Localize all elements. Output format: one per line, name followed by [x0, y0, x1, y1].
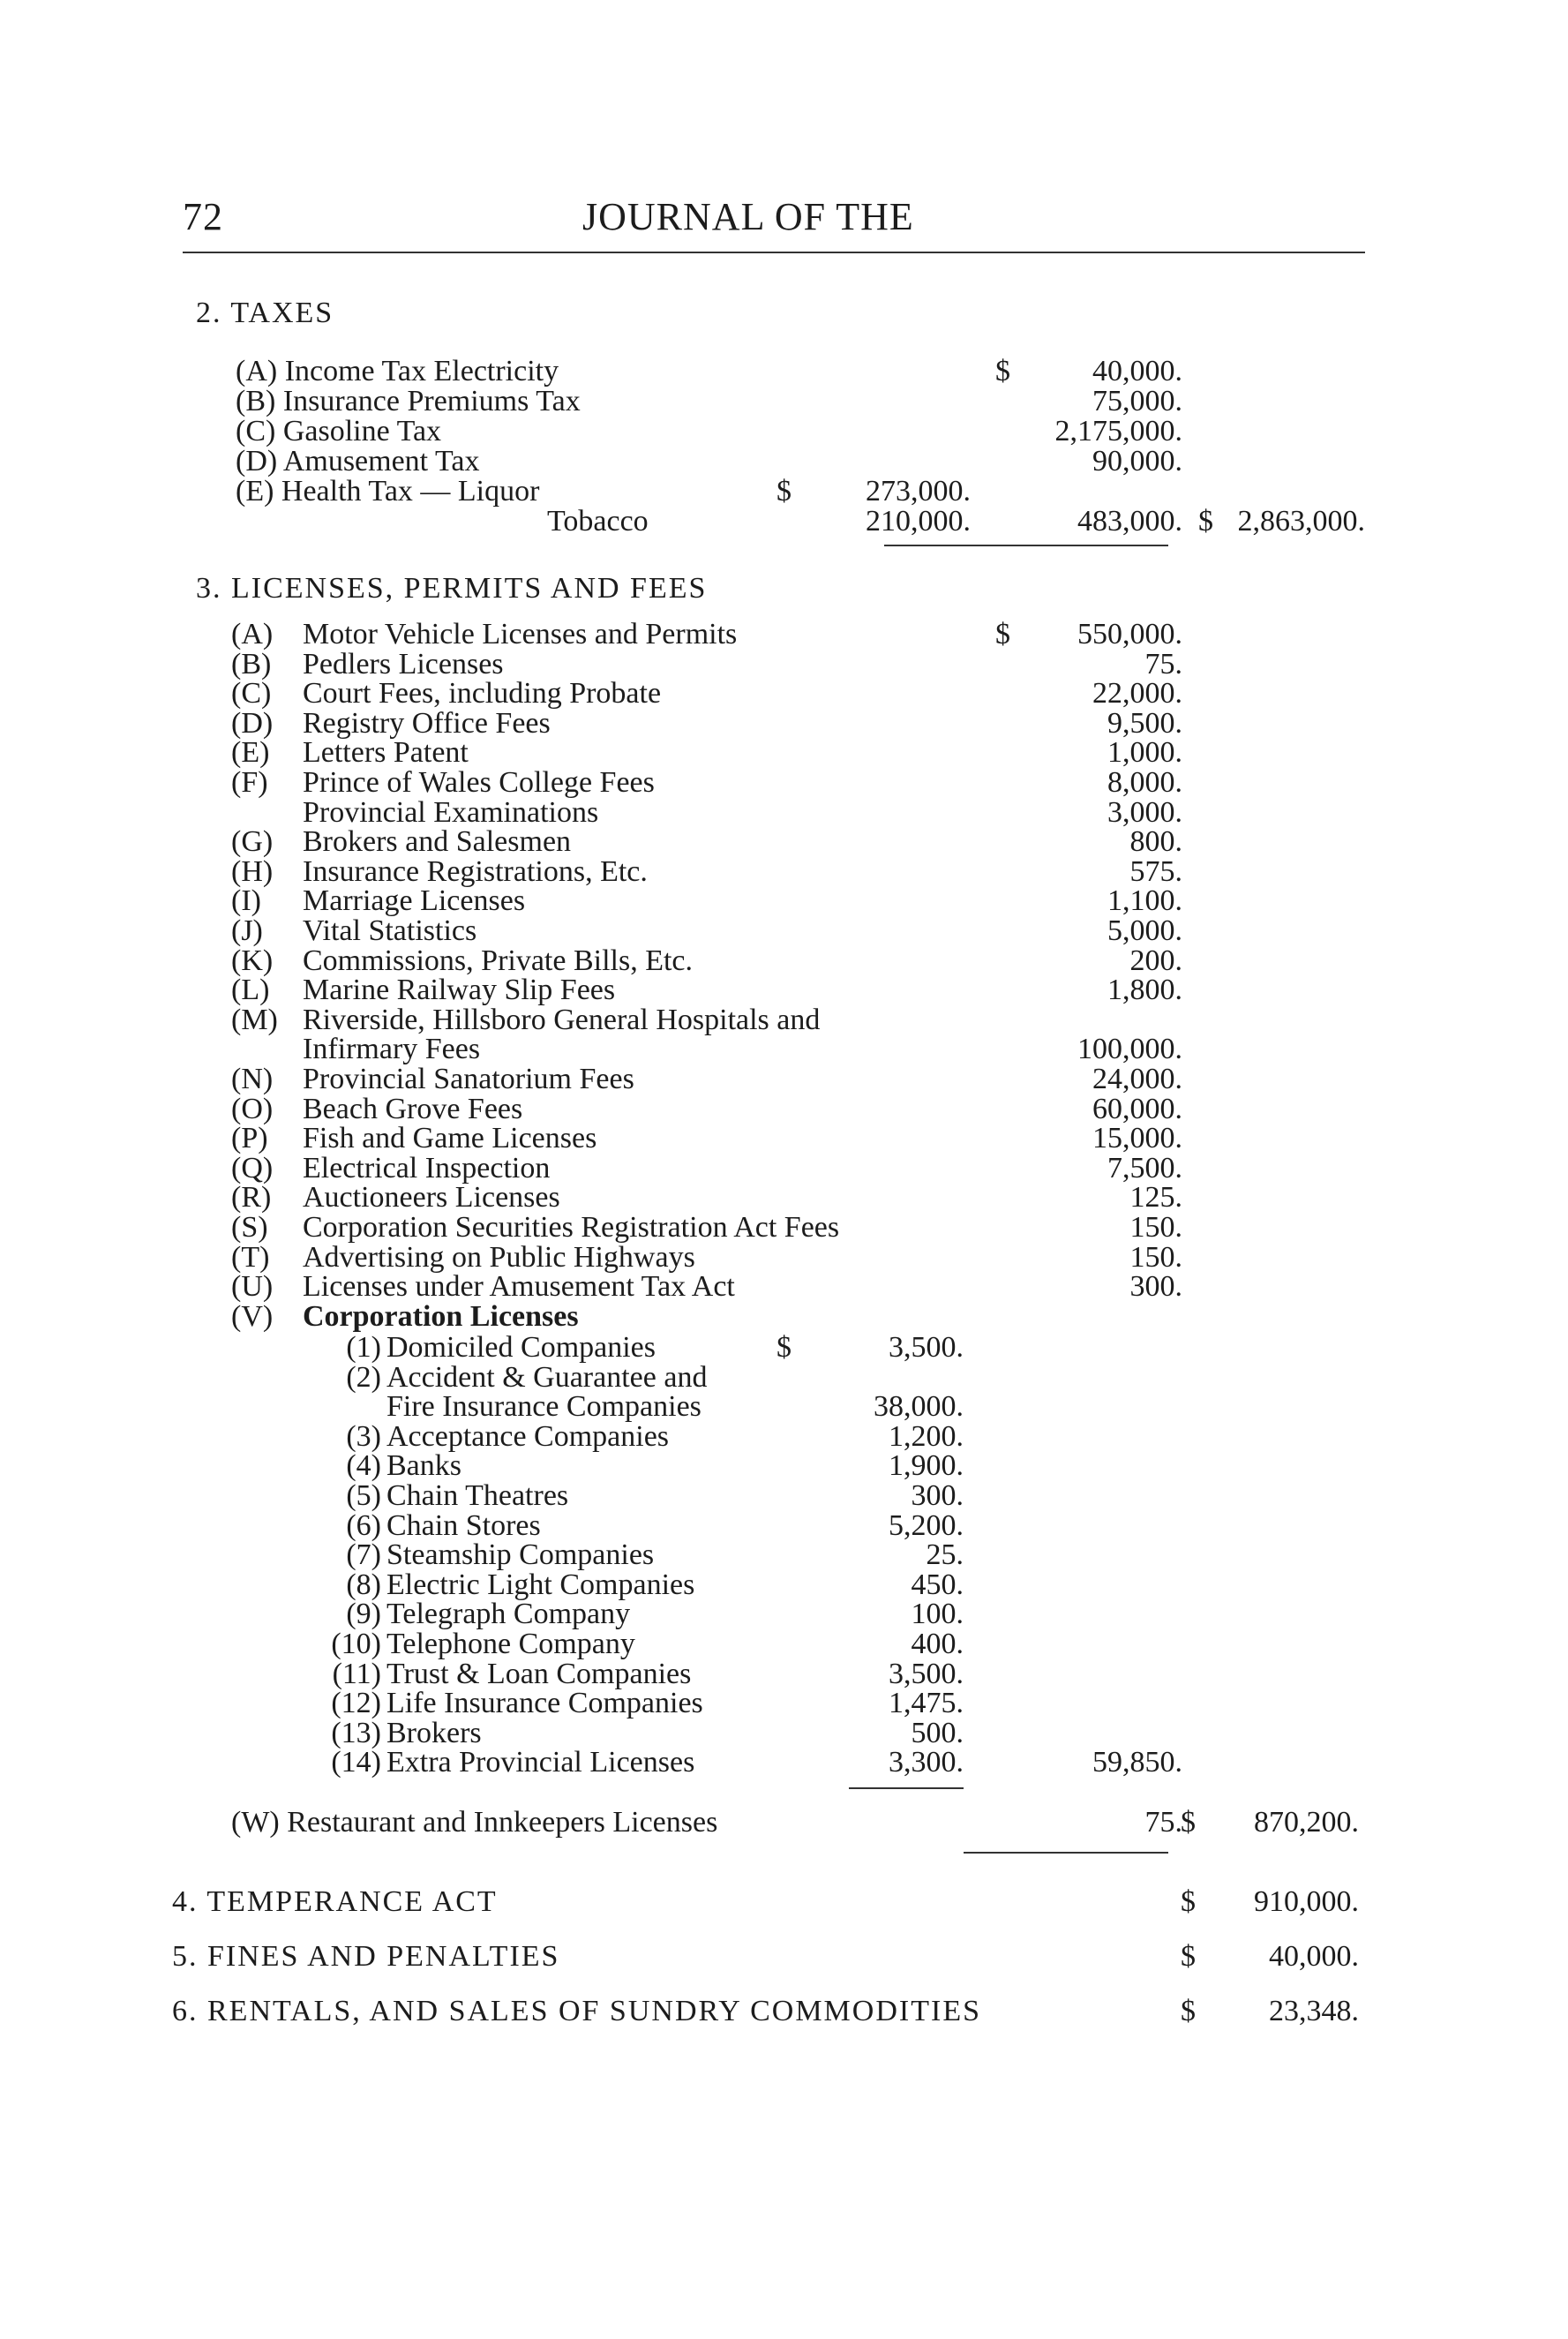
taxes-total: 2,863,000. — [1237, 505, 1365, 538]
corporation-item-label: Telegraph Company — [386, 1598, 631, 1631]
license-item-label: Riverside, Hillsboro General Hospitals and — [303, 1003, 821, 1036]
license-item-amount: 7,500. — [1107, 1151, 1182, 1185]
license-item-amount: 575. — [1129, 854, 1182, 888]
license-item-amount: 9,500. — [1107, 706, 1182, 740]
section-amount: 40,000. — [1269, 1940, 1359, 1973]
license-letter: (N) — [231, 1063, 274, 1095]
license-letter: (A) — [231, 618, 274, 651]
license-item-label: Registry Office Fees — [303, 706, 551, 740]
section-heading: 5. FINES AND PENALTIES — [172, 1940, 560, 1973]
tax-item-label: (A) Income Tax Electricity — [236, 355, 559, 387]
license-item-label: Fish and Game Licenses — [303, 1122, 597, 1155]
corporation-item-label: Steamship Companies — [386, 1538, 655, 1572]
corporation-item-amount: 400. — [911, 1628, 964, 1660]
license-item-label: Pedlers Licenses — [303, 647, 504, 681]
license-item-amount: 300. — [1129, 1270, 1182, 1304]
health-tobacco-amount: 210,000. — [866, 505, 971, 538]
license-item-amount: 800. — [1129, 825, 1182, 859]
corporation-total: 59,850. — [1092, 1746, 1182, 1779]
license-item-amount: 150. — [1129, 1240, 1182, 1274]
section-heading: 4. TEMPERANCE ACT — [172, 1885, 498, 1918]
corporation-item-amount: 38,000. — [874, 1390, 964, 1424]
corporation-item-label: Extra Provincial Licenses — [386, 1746, 695, 1779]
license-letter: (C) — [231, 677, 272, 711]
section-heading: 6. RENTALS, AND SALES OF SUNDRY COMMODITIES — [172, 1995, 981, 2027]
corporation-item-amount: 3,300. — [889, 1746, 964, 1779]
license-letter: (L) — [231, 974, 270, 1007]
corporation-num: (2) — [346, 1360, 381, 1394]
license-letter: (F) — [231, 766, 268, 799]
corporation-num: (9) — [346, 1598, 381, 1631]
corporation-item-label: Brokers — [386, 1716, 482, 1749]
license-letter: (E) — [231, 736, 270, 770]
tax-item-label: (B) Insurance Premiums Tax — [236, 385, 581, 417]
license-item-label: Motor Vehicle Licenses and Permits — [303, 618, 738, 651]
licenses-heading: 3. LICENSES, PERMITS AND FEES — [196, 572, 708, 605]
license-item-label: Corporation Licenses — [303, 1299, 579, 1333]
corporation-num: (10) — [331, 1628, 381, 1660]
corporation-item-label: Electric Light Companies — [386, 1568, 695, 1601]
health-tax-label: (E) Health Tax — Liquor — [236, 475, 540, 508]
corporation-item-amount: 450. — [911, 1568, 964, 1601]
page-number: 72 — [183, 195, 223, 238]
corporation-item-amount: 1,900. — [889, 1449, 964, 1483]
license-item-amount: 8,000. — [1107, 766, 1182, 799]
license-letter: (I) — [231, 884, 261, 918]
corporation-num: (12) — [331, 1687, 381, 1720]
corporation-item-label: Telephone Company — [386, 1628, 635, 1660]
corporation-num: (3) — [346, 1419, 381, 1453]
taxes-heading: 2. TAXES — [196, 297, 334, 329]
license-letter: (R) — [231, 1181, 272, 1215]
license-item-label: Infirmary Fees — [303, 1033, 481, 1066]
corporation-item-amount: 25. — [926, 1538, 964, 1572]
license-item-label: Prince of Wales College Fees — [303, 766, 655, 799]
license-item-amount: 15,000. — [1092, 1122, 1182, 1155]
license-item-label: Advertising on Public Highways — [303, 1240, 695, 1274]
licenses-first-dollar: $ — [995, 618, 1010, 651]
license-item-amount: 550,000. — [1077, 618, 1182, 651]
section-amount: 910,000. — [1254, 1885, 1359, 1918]
header-rule — [183, 252, 1365, 253]
license-item-label: Electrical Inspection — [303, 1151, 551, 1185]
license-letter: (Q) — [231, 1151, 274, 1185]
license-item-label: Corporation Securities Registration Act Fees — [303, 1211, 840, 1244]
corporation-num: (13) — [331, 1716, 381, 1749]
corporation-num: (4) — [346, 1449, 381, 1483]
restaurant-licenses-amount: 75. — [1144, 1806, 1182, 1839]
license-letter: (K) — [231, 944, 274, 977]
corporation-item-label: Banks — [386, 1449, 461, 1483]
corporation-item-label: Life Insurance Companies — [386, 1687, 703, 1720]
licenses-total: 870,200. — [1254, 1806, 1359, 1839]
corporation-item-label: Acceptance Companies — [386, 1419, 670, 1453]
license-item-label: Vital Statistics — [303, 914, 477, 947]
section-dollar: $ — [1181, 1885, 1196, 1918]
corporation-dollar: $ — [776, 1331, 792, 1364]
license-item-amount: 60,000. — [1092, 1092, 1182, 1125]
section-amount: 23,348. — [1269, 1995, 1359, 2027]
corporation-item-amount: 100. — [911, 1598, 964, 1631]
health-liquor-amount: 273,000. — [866, 475, 971, 508]
tax-item-amount: 90,000. — [1092, 445, 1182, 478]
license-letter: (J) — [231, 914, 263, 947]
license-letter: (B) — [231, 647, 272, 681]
license-letter: (O) — [231, 1092, 274, 1125]
license-item-amount: 200. — [1129, 944, 1182, 977]
license-letter: (T) — [231, 1240, 270, 1274]
license-item-label: Commissions, Private Bills, Etc. — [303, 944, 694, 977]
license-letter: (P) — [231, 1122, 268, 1155]
license-item-label: Insurance Registrations, Etc. — [303, 854, 648, 888]
license-letter: (V) — [231, 1299, 274, 1333]
corporation-item-amount: 3,500. — [889, 1657, 964, 1690]
license-item-label: Marine Railway Slip Fees — [303, 974, 616, 1007]
license-letter: (D) — [231, 706, 274, 740]
tax-item-label: (C) Gasoline Tax — [236, 415, 442, 447]
license-letter: (G) — [231, 825, 274, 859]
corporation-rule — [849, 1787, 964, 1789]
corporation-item-amount: 3,500. — [889, 1331, 964, 1364]
license-item-amount: 24,000. — [1092, 1063, 1182, 1095]
corporation-num: (14) — [331, 1746, 381, 1779]
tax-item-amount: 40,000. — [1092, 355, 1182, 387]
license-item-label: Brokers and Salesmen — [303, 825, 572, 859]
license-letter: (S) — [231, 1211, 268, 1244]
license-letter: (U) — [231, 1270, 274, 1304]
license-item-amount: 5,000. — [1107, 914, 1182, 947]
corporation-item-amount: 1,200. — [889, 1419, 964, 1453]
licenses-rule — [964, 1852, 1168, 1854]
corporation-num: (7) — [346, 1538, 381, 1572]
corporation-item-amount: 300. — [911, 1479, 964, 1512]
license-item-amount: 1,100. — [1107, 884, 1182, 918]
corporation-num: (11) — [332, 1657, 381, 1690]
license-item-label: Licenses under Amusement Tax Act — [303, 1270, 735, 1304]
corporation-item-label: Fire Insurance Companies — [386, 1390, 701, 1424]
corporation-item-amount: 500. — [911, 1716, 964, 1749]
corporation-item-label: Domiciled Companies — [386, 1331, 656, 1364]
license-item-amount: 22,000. — [1092, 677, 1182, 711]
license-item-label: Beach Grove Fees — [303, 1092, 523, 1125]
license-item-amount: 3,000. — [1107, 795, 1182, 829]
license-letter: (M) — [231, 1003, 278, 1036]
corporation-item-label: Trust & Loan Companies — [386, 1657, 692, 1690]
tax-item-amount: 2,175,000. — [1054, 415, 1182, 447]
license-item-label: Provincial Sanatorium Fees — [303, 1063, 634, 1095]
restaurant-licenses-label: (W) Restaurant and Innkeepers Licenses — [231, 1806, 718, 1839]
license-item-label: Marriage Licenses — [303, 884, 526, 918]
section-dollar: $ — [1181, 1940, 1196, 1973]
corporation-num: (1) — [346, 1331, 381, 1364]
corporation-item-amount: 1,475. — [889, 1687, 964, 1720]
taxes-rule — [884, 545, 1168, 546]
corporation-num: (6) — [346, 1508, 381, 1542]
license-item-label: Letters Patent — [303, 736, 469, 770]
license-item-label: Auctioneers Licenses — [303, 1181, 560, 1215]
license-item-label: Provincial Examinations — [303, 795, 599, 829]
corporation-num: (5) — [346, 1479, 381, 1512]
corporation-num: (8) — [346, 1568, 381, 1601]
license-item-amount: 1,000. — [1107, 736, 1182, 770]
corporation-item-label: Chain Theatres — [386, 1479, 569, 1512]
corporation-item-amount: 5,200. — [889, 1508, 964, 1542]
license-item-amount: 150. — [1129, 1211, 1182, 1244]
taxes-total-dollar: $ — [1198, 505, 1213, 538]
license-item-label: Court Fees, including Probate — [303, 677, 662, 711]
health-dollar: $ — [776, 475, 792, 508]
license-item-amount: 125. — [1129, 1181, 1182, 1215]
license-item-amount: 100,000. — [1077, 1033, 1182, 1066]
health-subtotal: 483,000. — [1077, 505, 1182, 538]
license-item-amount: 75. — [1144, 647, 1182, 681]
corporation-item-label: Chain Stores — [386, 1508, 541, 1542]
tax-item-amount: 75,000. — [1092, 385, 1182, 417]
tax-dollar: $ — [995, 355, 1010, 387]
license-item-amount: 1,800. — [1107, 974, 1182, 1007]
license-letter: (H) — [231, 854, 274, 888]
section-dollar: $ — [1181, 1995, 1196, 2027]
running-title: JOURNAL OF THE — [582, 195, 914, 238]
tax-item-label: (D) Amusement Tax — [236, 445, 480, 478]
health-tobacco-label: Tobacco — [547, 505, 649, 538]
licenses-total-dollar: $ — [1181, 1806, 1196, 1839]
corporation-item-label: Accident & Guarantee and — [386, 1360, 708, 1394]
